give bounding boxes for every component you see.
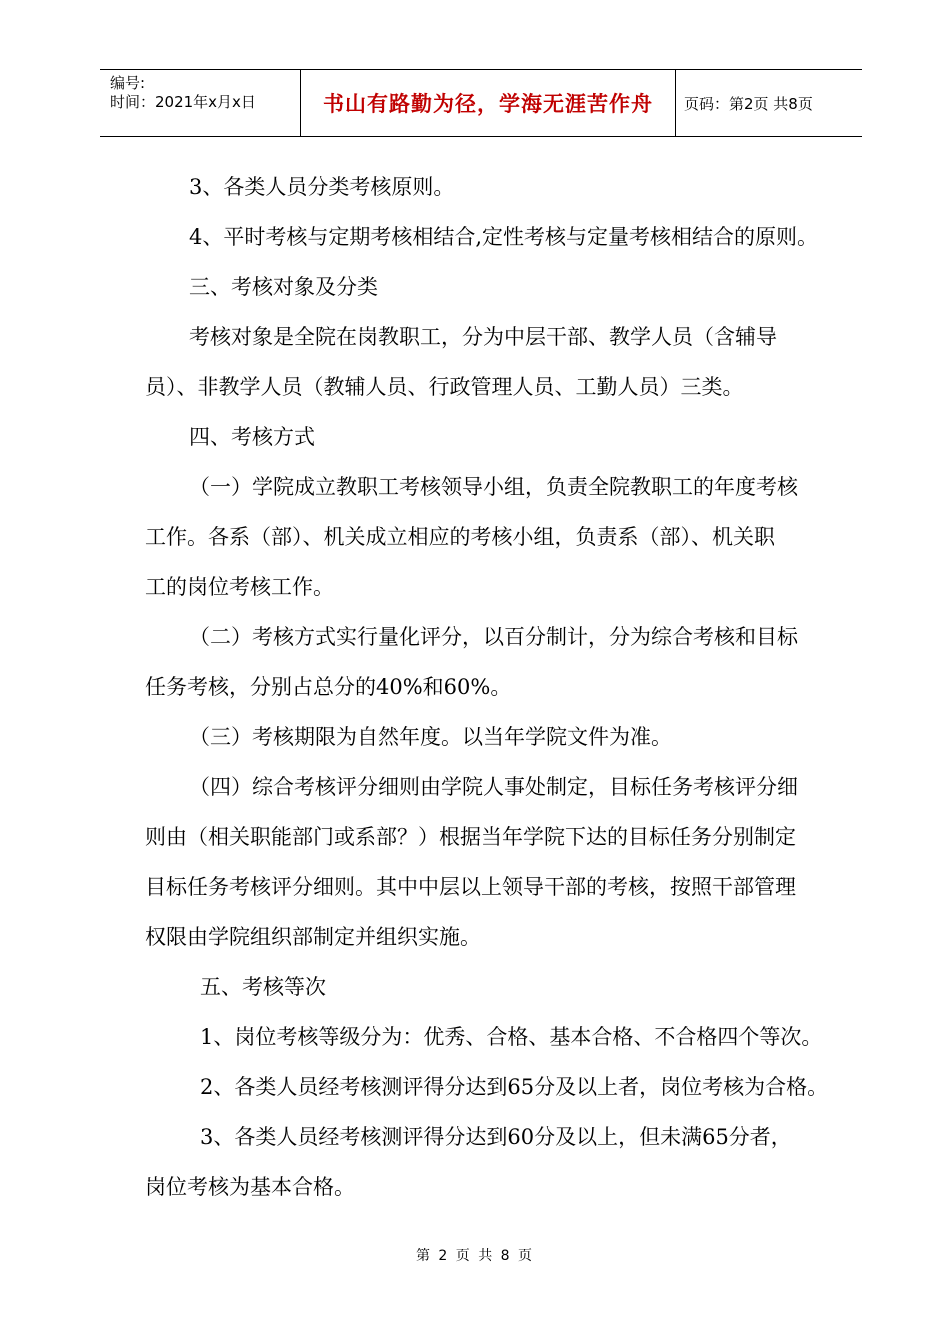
section-heading: 三、考核对象及分类 — [189, 275, 378, 299]
paragraph-line: 则由（相关职能部门或系部？）根据当年学院下达的目标任务分别制定 — [145, 825, 796, 849]
paragraph-line: 4、平时考核与定期考核相结合,定性考核与定量考核相结合的原则。 — [189, 225, 819, 249]
header-page-info: 页码：第2页 共8页 — [684, 94, 813, 113]
paragraph-line: 1、岗位考核等级分为：优秀、合格、基本合格、不合格四个等次。 — [200, 1025, 823, 1049]
time-label: 时间：2021年x月x日 — [110, 93, 256, 111]
number-label: 编号: — [110, 74, 146, 92]
paragraph-line: （一）学院成立教职工考核领导小组，负责全院教职工的年度考核 — [189, 475, 798, 499]
paragraph-line: 2、各类人员经考核测评得分达到65分及以上者，岗位考核为合格。 — [200, 1075, 829, 1099]
paragraph-line: （二）考核方式实行量化评分，以百分制计，分为综合考核和目标 — [189, 625, 798, 649]
page-footer: 第 2 页 共 8 页 — [415, 1248, 535, 1264]
paragraph-line: 工的岗位考核工作。 — [145, 575, 334, 599]
paragraph-line: 3、各类人员经考核测评得分达到60分及以上，但未满65分者， — [200, 1125, 792, 1149]
paragraph-line: 权限由学院组织部制定并组织实施。 — [145, 925, 481, 949]
page-header — [100, 69, 862, 137]
header-meta — [100, 70, 301, 136]
paragraph-line: 任务考核，分别占总分的40%和60%。 — [145, 675, 512, 699]
paragraph-line: （四）综合考核评分细则由学院人事处制定，目标任务考核评分细 — [189, 775, 798, 799]
section-heading: 四、考核方式 — [189, 425, 315, 449]
paragraph-line: 员）、非教学人员（教辅人员、行政管理人员、工勤人员）三类。 — [145, 375, 744, 399]
paragraph-line: 目标任务考核评分细则。其中中层以上领导干部的考核，按照干部管理 — [145, 875, 796, 899]
section-heading: 五、考核等次 — [200, 975, 326, 999]
header-motto: 书山有路勤为径，学海无涯苦作舟 — [301, 70, 676, 136]
paragraph-line: 3、各类人员分类考核原则。 — [189, 175, 455, 199]
paragraph-line: 岗位考核为基本合格。 — [145, 1175, 355, 1199]
document-body — [145, 162, 865, 1212]
paragraph-line: 考核对象是全院在岗教职工，分为中层干部、教学人员（含辅导 — [189, 325, 777, 349]
paragraph-line: 工作。各系（部）、机关成立相应的考核小组，负责系（部）、机关职 — [145, 525, 775, 549]
paragraph-line: （三）考核期限为自然年度。以当年学院文件为准。 — [189, 725, 672, 749]
